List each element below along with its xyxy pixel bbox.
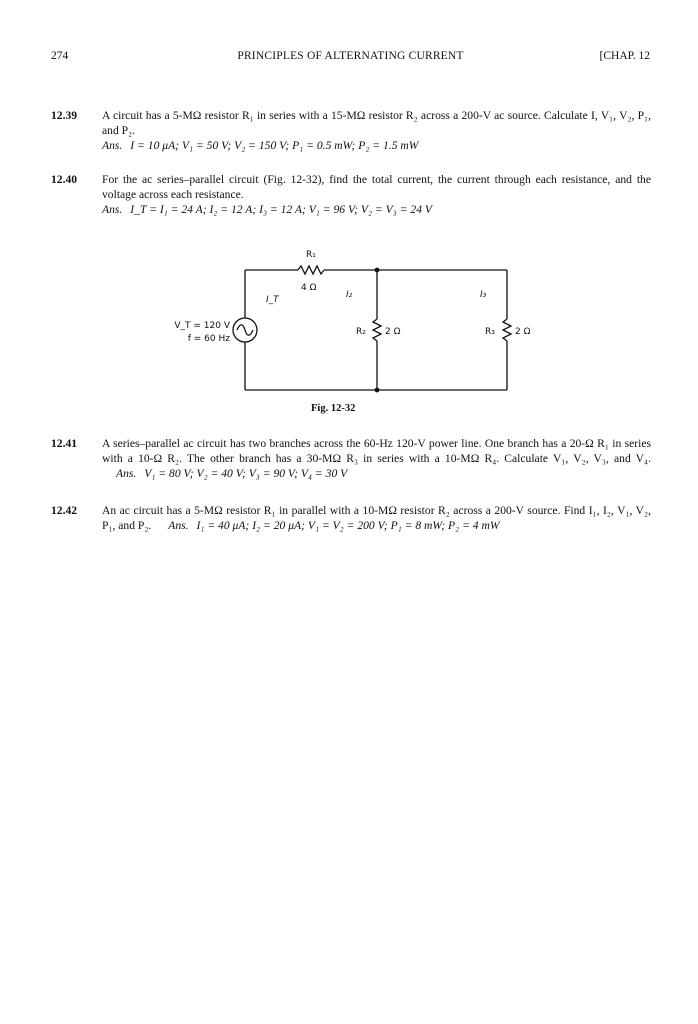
answer-label: Ans.	[102, 139, 123, 152]
problem-text: A series–parallel ac circuit has two branches across the 60-Hz 120-V power line. One branch has a 20-Ω R₁ in series with a 10-Ω R₂. The other branch has a 30-MΩ R₃ in series with a 10-MΩ R₄. Calculate V₁, V₂, V₃, and V₄.	[102, 437, 651, 465]
i3-label: I₃	[480, 290, 487, 300]
problem-number: 12.40	[51, 173, 78, 186]
chapter-label: [CHAP. 12	[599, 50, 650, 62]
problem-number: 12.39	[51, 109, 78, 122]
resistor-r1	[298, 266, 324, 274]
answer-label: Ans.	[102, 203, 123, 216]
r2-label: R₂	[356, 327, 366, 337]
r3-value: 2 Ω	[515, 327, 531, 337]
problem-12-40	[51, 172, 651, 220]
resistor-r2	[373, 319, 381, 341]
it-label: I_T	[266, 295, 279, 305]
r1-value: 4 Ω	[301, 283, 317, 293]
problem-12-39	[51, 108, 651, 156]
figure-caption: Fig. 12-32	[311, 403, 356, 414]
problem-number: 12.42	[51, 504, 78, 517]
problem-text: For the ac series–parallel circuit (Fig. 12-32), find the total current, the current through each resistance, and the voltage across each resistance.	[102, 173, 651, 201]
answer-text: I = 10 μA; V₁ = 50 V; V₂ = 150 V; P₁ = 0.5 mW; P₂ = 1.5 mW	[130, 139, 419, 152]
page-header	[51, 50, 650, 66]
problem-number: 12.41	[51, 437, 78, 450]
answer-label: Ans.	[116, 467, 137, 480]
problem-body	[102, 436, 651, 481]
problem-body	[102, 172, 651, 217]
source-voltage: V_T = 120 V	[174, 321, 230, 331]
problem-text: A circuit has a 5-MΩ resistor R₁ in series with a 15-MΩ resistor R₂ across a 200-V ac source. Calculate I, V₁, V₂, P₁, and P₂.	[102, 109, 651, 137]
problem-12-42	[51, 503, 651, 551]
answer-label: Ans.	[168, 519, 189, 532]
problem-body	[102, 108, 651, 153]
i2-label: I₂	[346, 290, 353, 300]
r2-value: 2 Ω	[385, 327, 401, 337]
circuit-figure	[160, 240, 550, 422]
answer-text: I_T = I₁ = 24 A; I₂ = 12 A; I₃ = 12 A; V₁ = 96 V; V₂ = V₃ = 24 V	[130, 203, 432, 216]
running-title: PRINCIPLES OF ALTERNATING CURRENT	[237, 50, 464, 62]
source-frequency: f = 60 Hz	[187, 334, 230, 344]
junction-top	[375, 268, 380, 273]
resistor-r3	[503, 319, 511, 341]
problem-body	[102, 503, 651, 533]
junction-bottom	[375, 388, 380, 393]
sine-wave-icon	[237, 325, 253, 336]
problem-12-41	[51, 436, 651, 484]
answer-text: I₁ = 40 μA; I₂ = 20 μA; V₁ = V₂ = 200 V; P₁ = 8 mW; P₂ = 4 mW	[196, 519, 500, 532]
problem-text: An ac circuit has a 5-MΩ resistor R₁ in parallel with a 10-MΩ resistor R₂ across a 200-V source. Find I₁, I₂, V₁, V₂, P₁, and P₂.	[102, 504, 651, 532]
r1-label: R₁	[306, 250, 316, 260]
circuit-diagram	[160, 240, 550, 400]
answer-text: V₁ = 80 V; V₂ = 40 V; V₃ = 90 V; V₄ = 30 V	[144, 467, 348, 480]
r3-label: R₃	[485, 327, 495, 337]
page-number: 274	[51, 50, 69, 62]
